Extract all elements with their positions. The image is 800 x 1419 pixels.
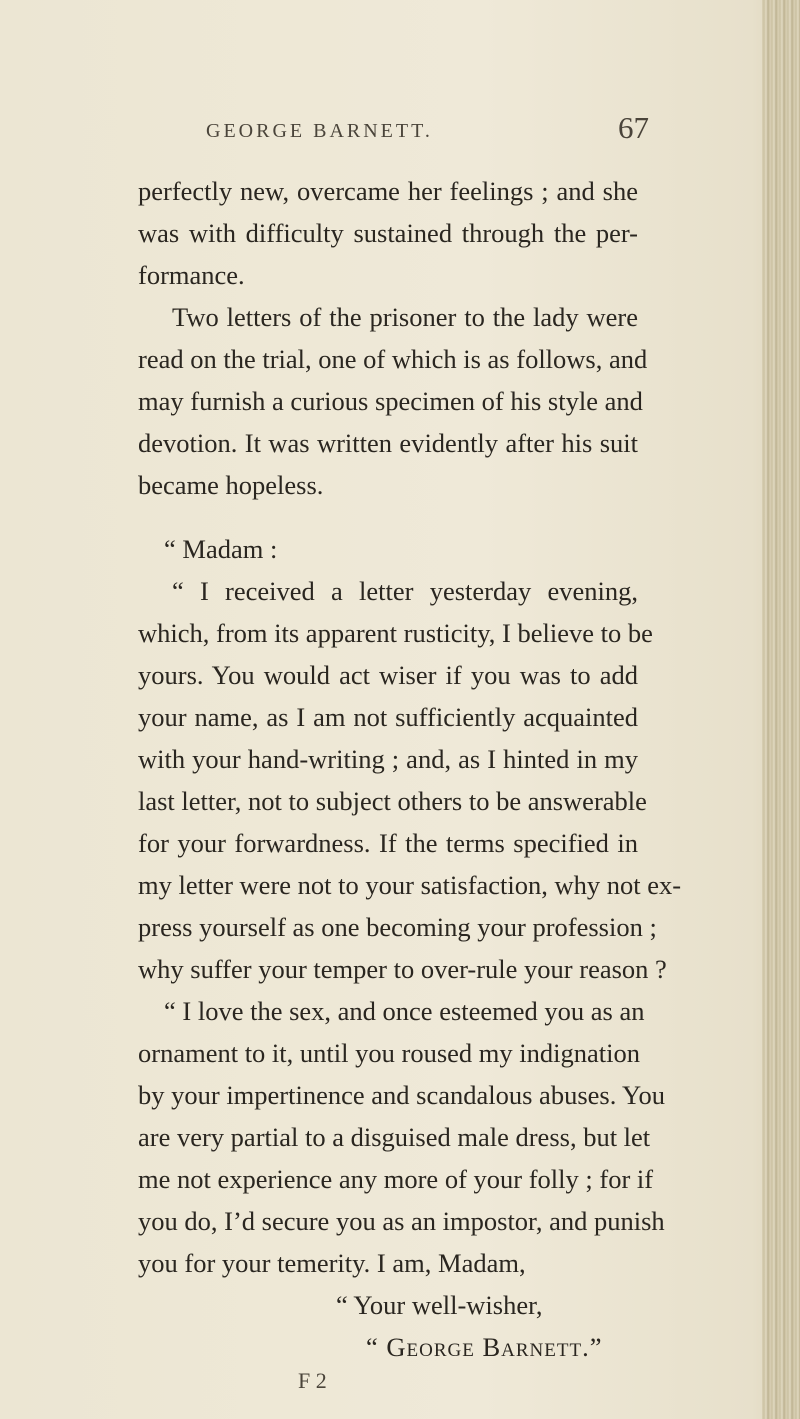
page-number: 67 bbox=[618, 110, 649, 145]
text-block bbox=[138, 170, 682, 1368]
letter-line: my letter were not to your satisfaction, why not ex- bbox=[138, 870, 682, 900]
body-line: became hopeless. bbox=[138, 470, 324, 500]
letter-line: for your forwardness. If the terms specified in bbox=[138, 828, 638, 858]
letter-line: “ I received a letter yesterday evening, bbox=[172, 576, 638, 606]
running-head: GEORGE BARNETT. bbox=[206, 120, 433, 142]
letter-line: which, from its apparent rusticity, I believe to be bbox=[138, 618, 653, 648]
letter-signature: “ George Barnett.” bbox=[366, 1332, 603, 1362]
body-line: was with difficulty sustained through the per- bbox=[138, 218, 638, 248]
body-line: may furnish a curious specimen of his style and bbox=[138, 386, 643, 416]
body-line: perfectly new, overcame her feelings ; and she bbox=[138, 176, 638, 206]
letter-line: me not experience any more of your folly ; for if bbox=[138, 1164, 654, 1194]
body-line: formance. bbox=[138, 260, 245, 290]
letter-line: yours. You would act wiser if you was to add bbox=[138, 660, 638, 690]
letter-line: “ I love the sex, and once esteemed you as an bbox=[164, 996, 645, 1026]
paragraph-gap bbox=[138, 506, 638, 528]
page-edge bbox=[762, 0, 800, 1419]
letter-line: press yourself as one becoming your profession ; bbox=[138, 912, 657, 942]
letter-line: by your impertinence and scandalous abuses. You bbox=[138, 1080, 665, 1110]
letter-closing: “ Your well-wisher, bbox=[336, 1290, 543, 1320]
letter-line: with your hand-writing ; and, as I hinted in my bbox=[138, 744, 638, 774]
letter-line: why suffer your temper to over-rule your reason ? bbox=[138, 954, 667, 984]
letter-line: your name, as I am not sufficiently acquainted bbox=[138, 702, 638, 732]
letter-line: you for your temerity. I am, Madam, bbox=[138, 1248, 526, 1278]
body-line: Two letters of the prisoner to the lady were bbox=[172, 302, 638, 332]
letter-salutation: “ Madam : bbox=[164, 534, 278, 564]
body-line: read on the trial, one of which is as follows, and bbox=[138, 344, 648, 374]
letter-line: ornament to it, until you roused my indignation bbox=[138, 1038, 640, 1068]
letter-line: are very partial to a disguised male dress, but let bbox=[138, 1122, 651, 1152]
signature-mark: F 2 bbox=[298, 1368, 327, 1393]
letter-line: you do, I’d secure you as an impostor, and punish bbox=[138, 1206, 665, 1236]
page-header bbox=[200, 110, 660, 158]
letter-line: last letter, not to subject others to be answerable bbox=[138, 786, 647, 816]
body-line: devotion. It was written evidently after his suit bbox=[138, 428, 638, 458]
